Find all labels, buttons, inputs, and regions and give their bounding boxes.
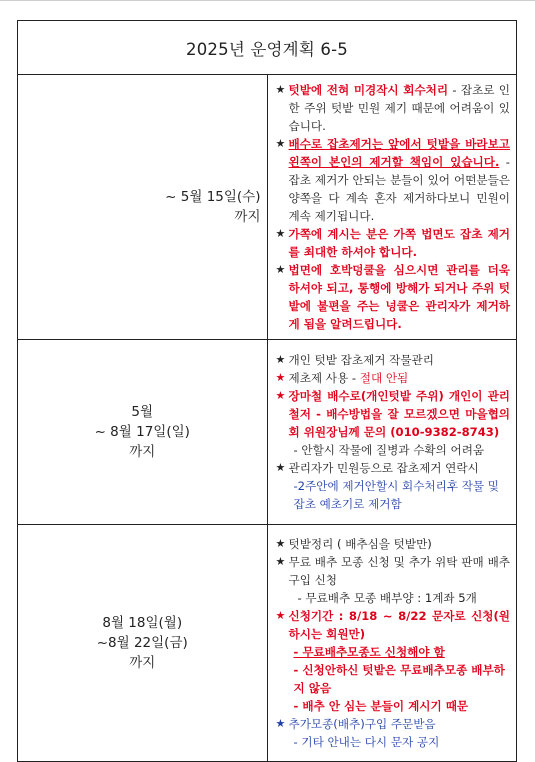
star-icon: ★ (275, 83, 286, 96)
list-subitem: - 무료배추 모종 배부양 : 1계좌 5개 (297, 591, 477, 605)
period-line: 5월 (131, 404, 154, 420)
item-emphasis: 신청기간 : 8/18 ~ 8/22 문자로 신청(원하시는 회원만) (288, 609, 510, 641)
list-subitem: - 기타 안내는 다시 문자 공지 (293, 735, 440, 749)
period-line: ~8월 22일(금) (96, 635, 188, 651)
item-text: 무료 배추 모종 신청 및 추가 위탁 판매 배추 구입 신청 (288, 555, 510, 587)
item-emphasis: 절대 안됨 (359, 371, 409, 385)
period-line: ~ 8월 17일(일) (94, 424, 190, 440)
period-cell (18, 340, 268, 525)
list-item (274, 261, 511, 333)
star-icon: ★ (275, 717, 286, 730)
list-item (274, 553, 511, 589)
period-line: 까지 (129, 655, 156, 671)
item-emphasis: 법면에 호박덩쿨을 심으시면 관리를 더욱 하셔야 되고, 통행에 방해가 되거나 주위 텃밭에 불편을 주는 넝쿨은 관리자가 제거하게 됨을 알려드립니다. (288, 263, 510, 331)
table-row (18, 75, 517, 340)
period-line: 8월 18일(월) (102, 615, 183, 631)
list-subitem: - 안할시 작물에 질병과 수확의 어려움 (293, 443, 485, 457)
list-item (274, 369, 511, 387)
list-item (274, 715, 511, 733)
list-item (274, 535, 511, 553)
list-item (274, 225, 511, 261)
star-icon: ★ (275, 389, 286, 402)
list-item (274, 387, 511, 441)
table-row (18, 340, 517, 525)
table-row (18, 525, 517, 762)
list-subitem: - 배추 안 심는 분들이 계시기 때문 (293, 699, 469, 713)
title-row (18, 21, 517, 75)
star-icon: ★ (275, 353, 286, 366)
period-cell (18, 525, 268, 762)
star-icon: ★ (275, 371, 286, 384)
item-text: 개인 텃밭 잡초제거 작물관리 (288, 353, 434, 367)
item-text: 제초제 사용 - (288, 371, 360, 385)
item-text: - 잡초로 인한 주위 텃밭 민원 제기 때문에 어려움이 있습니다. (288, 83, 510, 133)
content-cell (267, 525, 517, 762)
period-cell (18, 75, 268, 340)
star-icon: ★ (275, 609, 286, 622)
list-subitem: - 무료배추모종도 신청해야 함 (293, 645, 445, 659)
item-text: - 잡초 제거가 안되는 분들이 있어 어떤분들은 양쪽을 다 계속 혼자 제거하다보니 민원이 계속 제기됩니다. (288, 155, 510, 223)
content-cell (267, 340, 517, 525)
star-icon: ★ (275, 263, 286, 276)
item-text: 텃밭정리 ( 배추심을 텃밭만) (288, 537, 432, 551)
content-cell (267, 75, 517, 340)
table-title: 2025년 운영계획 6-5 (18, 21, 517, 75)
star-icon: ★ (275, 537, 286, 550)
period-line: ~ 5월 15일(수) (165, 189, 261, 205)
star-icon: ★ (275, 137, 286, 150)
list-subitem: -2주안에 제거안할시 회수처리후 작물 및 잡초 예초기로 제거함 (293, 479, 499, 511)
item-text: 추가모종(배추)구입 주문받음 (288, 717, 436, 731)
item-emphasis: 장마철 배수로(개인텃밭 주위) 개인이 관리 철저 - 배수방법을 잘 모르겠으면 마을협의회 위원장님께 문의 (010-9382-8743) (288, 389, 510, 439)
item-emphasis: 텃밭에 전혀 미경작시 회수처리 (288, 83, 449, 97)
item-emphasis: 배수로 잡초제거는 앞에서 텃밭을 바라보고 왼쪽이 본인의 제거할 책임이 있습니다. (288, 137, 510, 169)
page-top-rule (0, 0, 535, 1)
list-item (274, 351, 511, 369)
list-item (274, 607, 511, 643)
period-line: 까지 (234, 209, 261, 225)
star-icon: ★ (275, 555, 286, 568)
period-line: 까지 (129, 444, 156, 460)
item-emphasis: 가쪽에 계시는 분은 가쪽 법면도 잡초 제거를 최대한 하셔야 합니다. (288, 227, 510, 259)
star-icon: ★ (275, 461, 286, 474)
item-text: 관리자가 민원등으로 잡초제거 연락시 (288, 461, 479, 475)
operation-plan-table (17, 20, 517, 762)
list-item (274, 135, 511, 225)
list-item (274, 459, 511, 477)
list-subitem: - 신청안하신 텃밭은 무료배추모종 배부하지 않음 (293, 663, 505, 695)
star-icon: ★ (275, 227, 286, 240)
list-item (274, 81, 511, 135)
